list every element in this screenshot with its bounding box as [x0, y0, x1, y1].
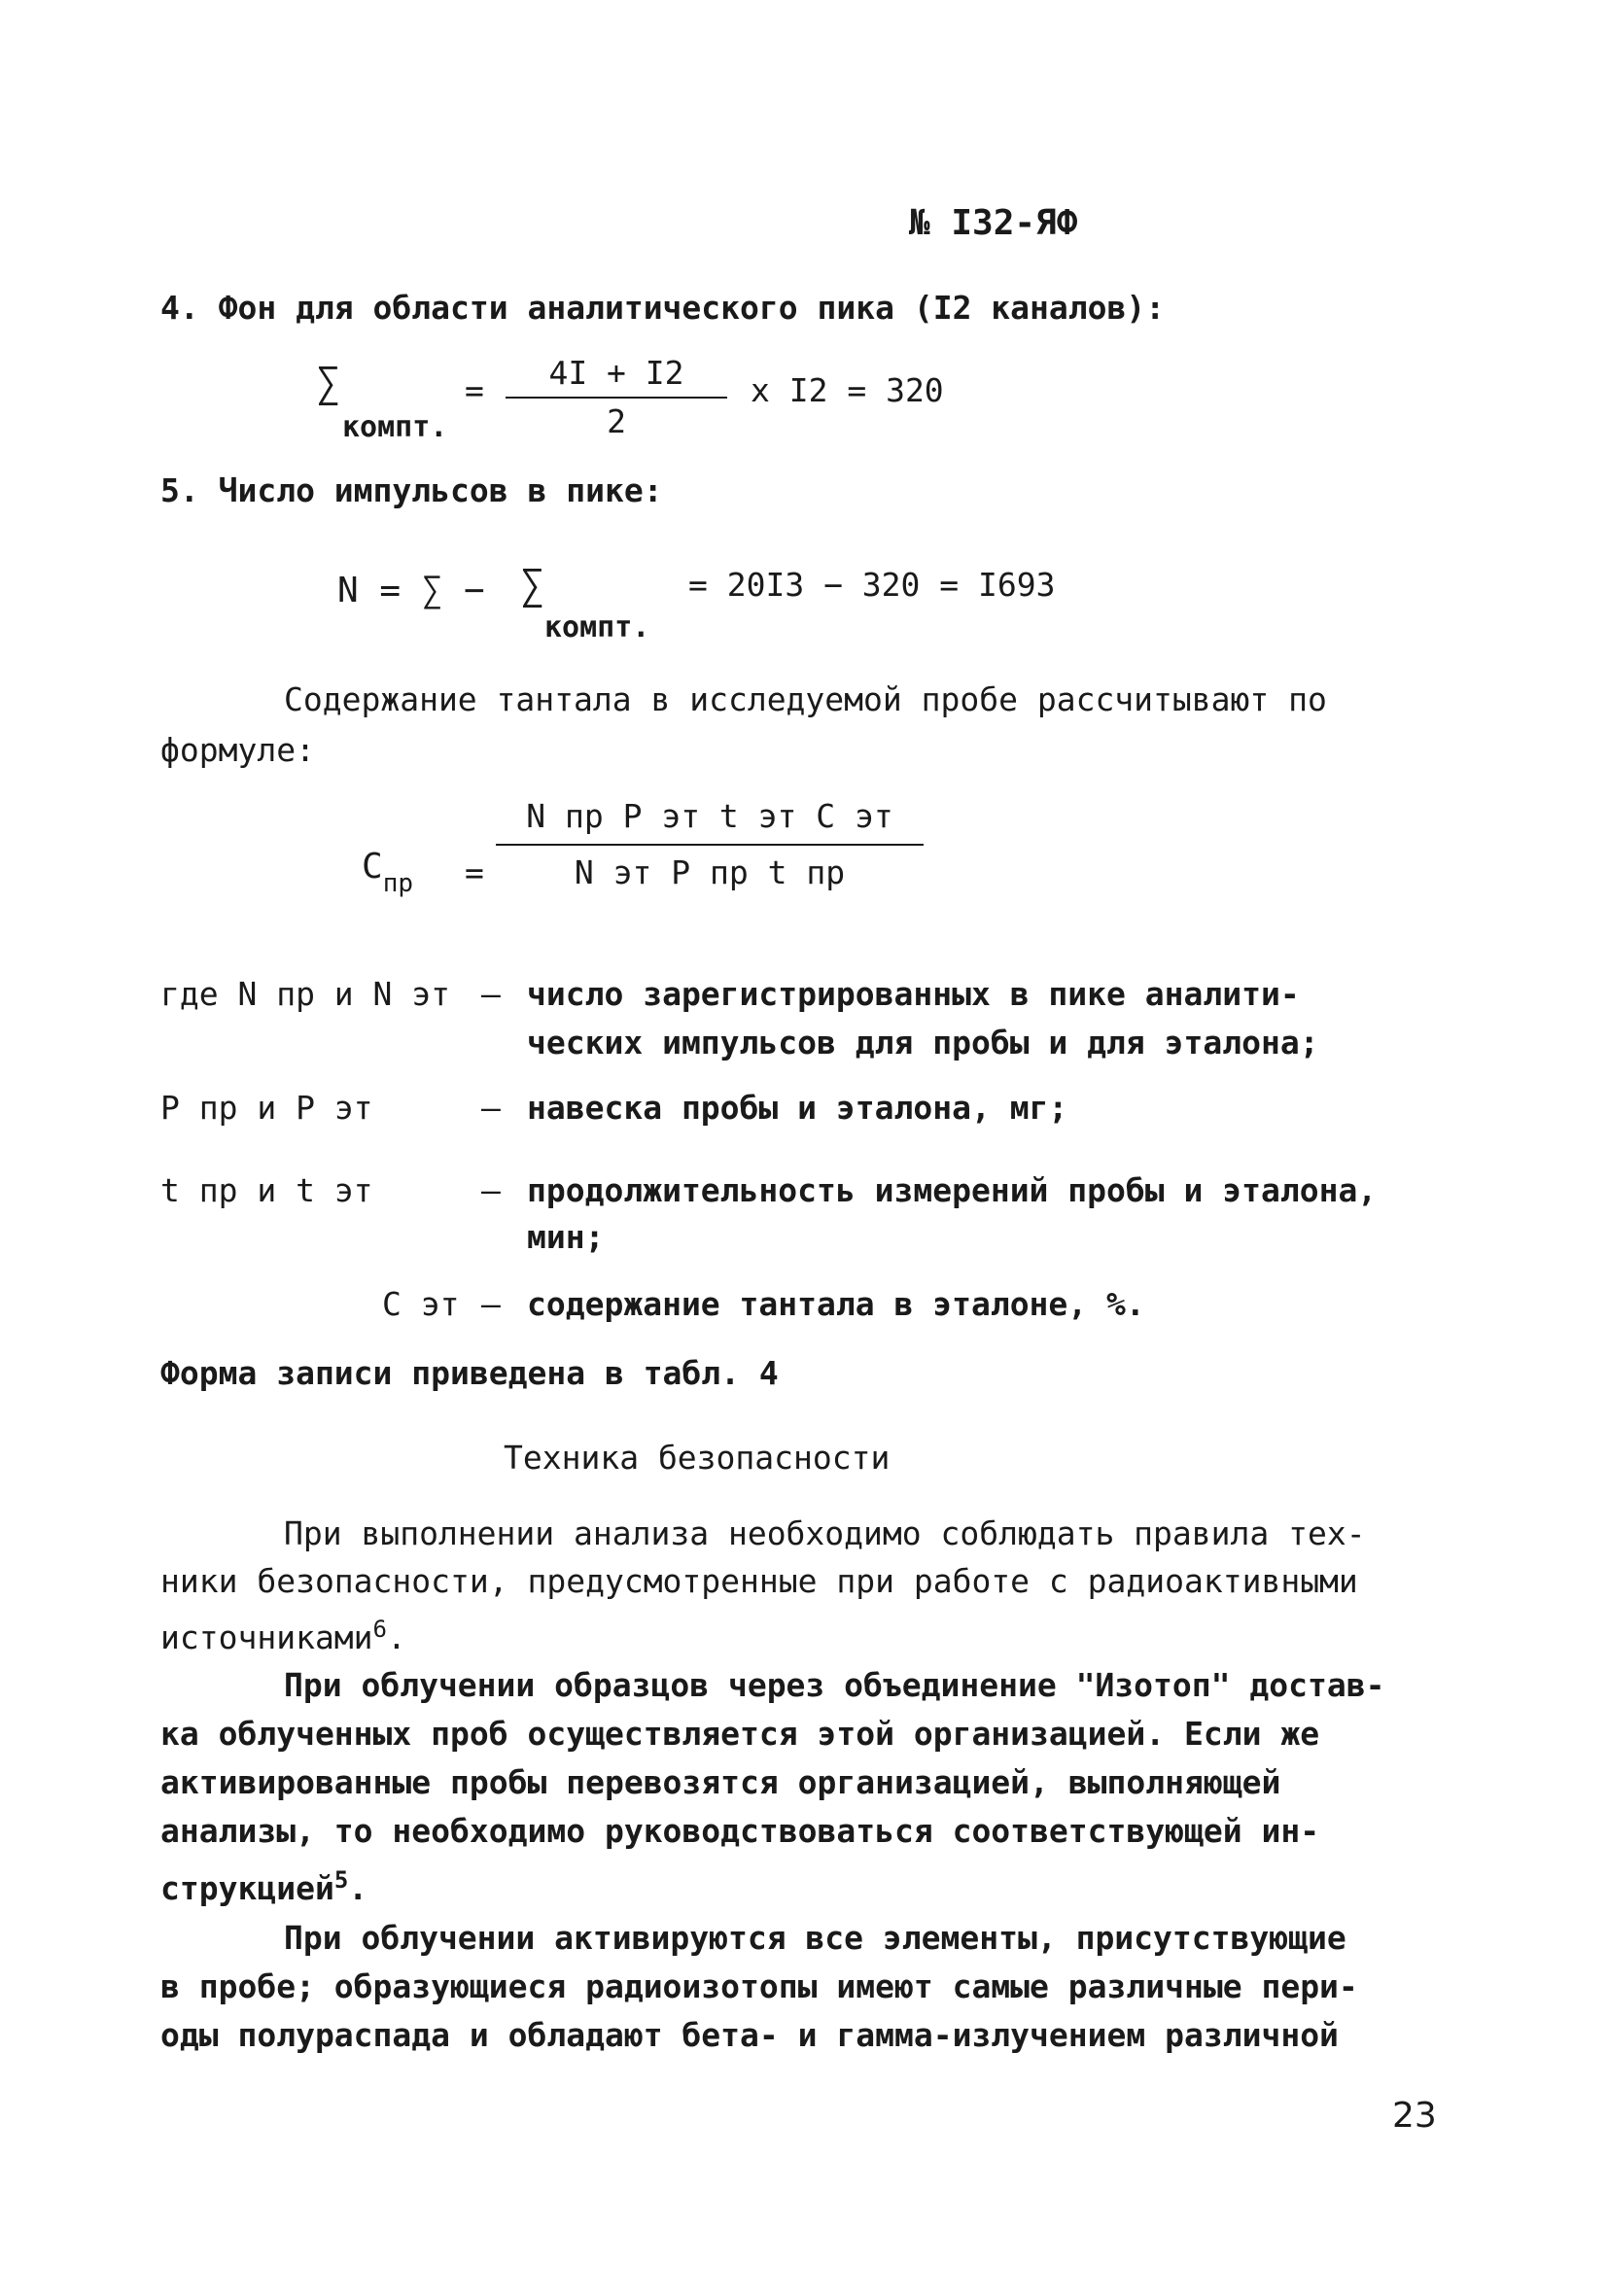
para2-line-5-text: струкцией — [160, 1869, 334, 1907]
intro-line-2: формуле: — [160, 731, 315, 769]
form-note: Форма записи приведена в табл. 4 — [160, 1354, 779, 1392]
peak-lhs: N = ∑ − — [337, 571, 485, 610]
legend-symbol-p: P пр и P эт — [160, 1089, 373, 1127]
sigma-symbol-2: ∑ — [520, 561, 545, 609]
para2-line-5 — [160, 1861, 367, 1908]
legend-symbol-t: t пр и t эт — [160, 1171, 373, 1209]
page-number: 23 — [1392, 2096, 1437, 2136]
legend-desc-c: содержание тантала в эталоне, %. — [527, 1285, 1145, 1323]
content-lhs-subscript: пр — [382, 869, 413, 898]
legend-symbol-n: где N пр и N эт — [160, 975, 451, 1013]
legend-dash-t: – — [481, 1171, 501, 1209]
content-lhs-symbol: C — [362, 847, 383, 887]
para2-line-1: При облучении образцов через объединение "Изотоп" достав- — [284, 1666, 1385, 1704]
legend-dash-n: – — [481, 975, 501, 1013]
para1-end: . — [387, 1618, 406, 1656]
para1-line-3 — [160, 1610, 406, 1657]
content-denominator: N эт P пр t пр — [574, 853, 846, 891]
document-number: № I32-ЯФ — [909, 203, 1078, 243]
para2-line-4: анализы, то необходимо руководствоваться соответствующей ин- — [160, 1812, 1320, 1850]
fraction-background — [506, 354, 727, 441]
item-5-heading: 5. Число импульсов в пике: — [160, 471, 663, 509]
footnote-ref-5: 5 — [333, 1866, 349, 1894]
equals-sign: = — [465, 371, 484, 409]
item-4-heading: 4. Фон для области аналитического пика (I2 каналов): — [160, 289, 1166, 327]
para3-line-1: При облучении активируются все элементы, присутствующие — [284, 1919, 1346, 1957]
para2-line-3: активированные пробы перевозятся организацией, выполняющей — [160, 1763, 1281, 1801]
content-numerator: N пр P эт t эт C эт — [496, 793, 924, 846]
fraction-numerator: 4I + I2 — [506, 354, 727, 399]
legend-desc-t-2: мин; — [527, 1218, 605, 1256]
section-title: Техника безопасности — [504, 1439, 891, 1477]
para1-line-1: При выполнении анализа необходимо соблюдать правила тех- — [284, 1514, 1366, 1552]
fraction-content — [496, 793, 924, 896]
fraction-denominator: 2 — [607, 402, 626, 440]
legend-dash-c: – — [481, 1285, 501, 1323]
legend-desc-p: навеска пробы и эталона, мг; — [527, 1089, 1068, 1127]
para3-line-3: оды полураспада и обладают бета- и гамма-излучением различной — [160, 2016, 1339, 2054]
legend-desc-n-2: ческих импульсов для пробы и для эталона; — [527, 1024, 1319, 1061]
para1-line-3-text: источниками — [160, 1618, 373, 1656]
intro-line-1: Содержание тантала в исследуемой пробе рассчитывают по — [284, 680, 1327, 718]
peak-tail: = 20I3 − 320 = I693 — [688, 566, 1056, 604]
formula-tail: x I2 = 320 — [751, 371, 944, 409]
sigma-subscript-2: компт. — [544, 610, 650, 644]
content-equals: = — [465, 853, 484, 891]
legend-desc-t-1: продолжительность измерений пробы и эталона, — [527, 1171, 1378, 1209]
content-lhs — [362, 847, 413, 898]
para3-line-2: в пробе; образующиеся радиоизотопы имеют самые различные пери- — [160, 1967, 1358, 2005]
para2-line-2: ка облученных проб осуществляется этой организацией. Если же — [160, 1715, 1320, 1753]
legend-symbol-c: C эт — [382, 1285, 460, 1323]
sigma-subscript: компт. — [342, 410, 448, 444]
para1-line-2: ники безопасности, предусмотренные при работе с радиоактивными — [160, 1562, 1358, 1600]
legend-dash-p: – — [481, 1089, 501, 1127]
legend-desc-n-1: число зарегистрированных в пике аналити- — [527, 975, 1300, 1013]
para2-end: . — [348, 1869, 368, 1907]
sigma-symbol: ∑ — [316, 359, 341, 406]
footnote-ref-6: 6 — [372, 1616, 387, 1643]
